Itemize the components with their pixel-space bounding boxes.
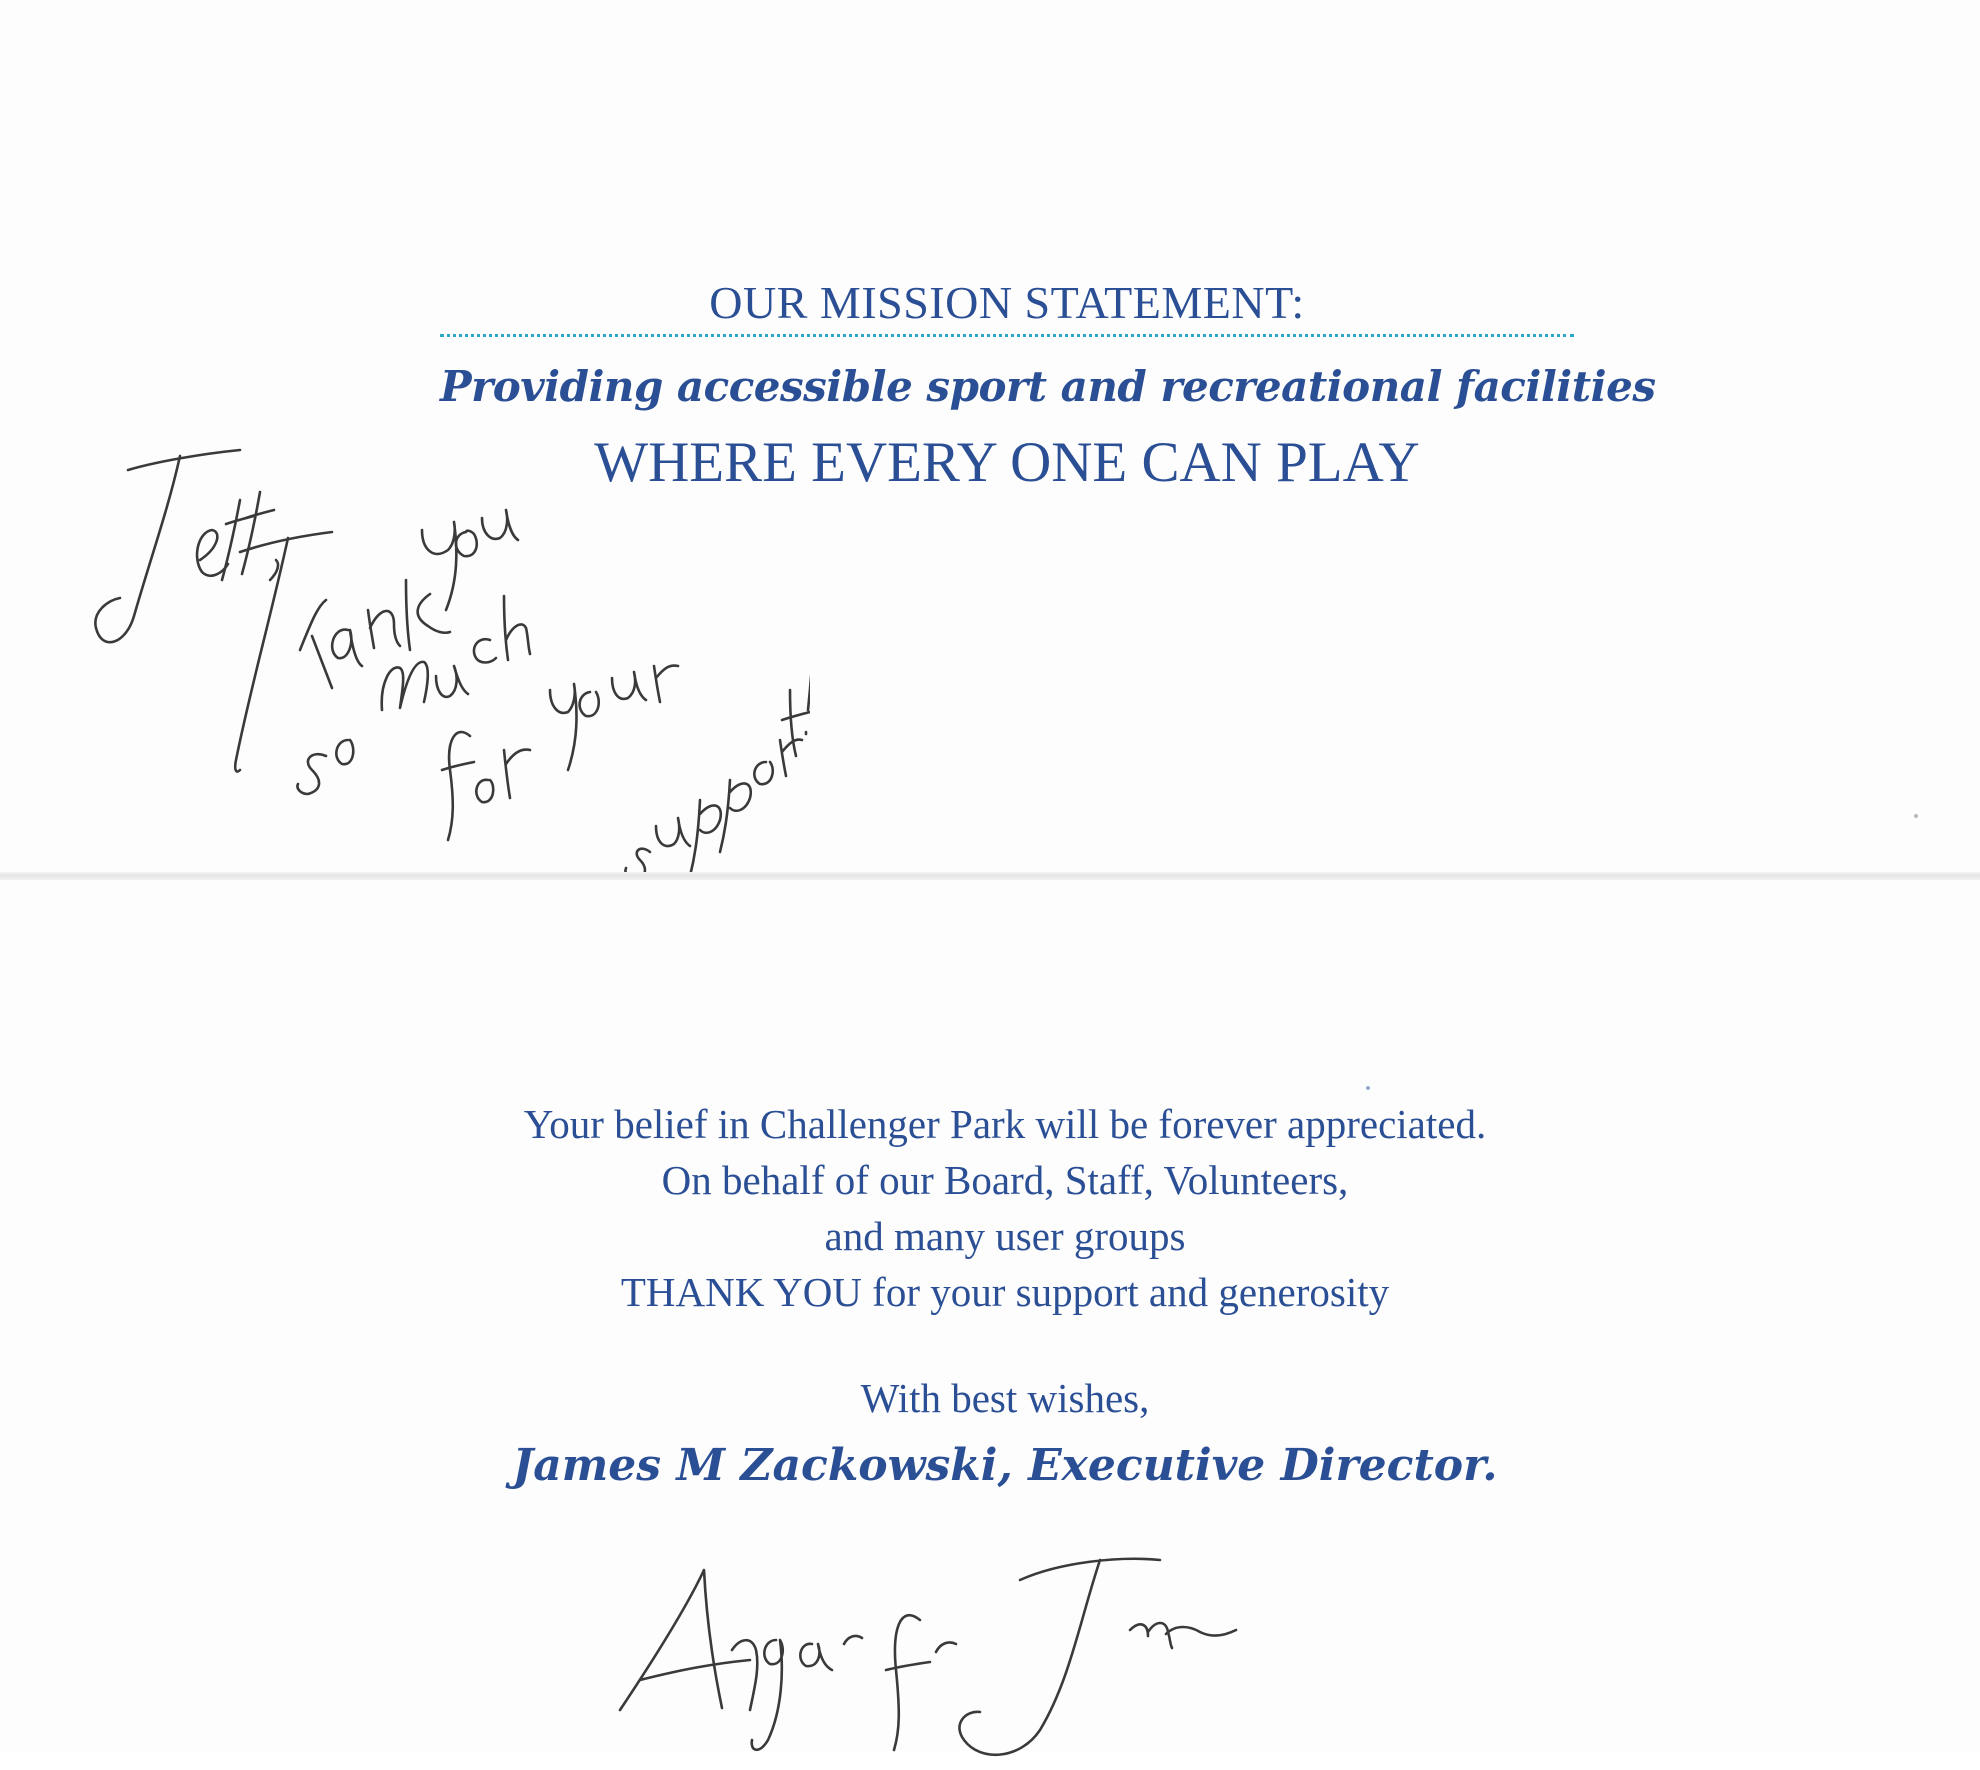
message-line: On behalf of our Board, Staff, Volunteers, xyxy=(661,1157,1349,1203)
dotted-divider xyxy=(440,334,1574,337)
card-fold-crease xyxy=(0,872,1980,880)
mission-tagline: Providing accessible sport and recreational facilities xyxy=(440,362,1656,411)
mission-heading: OUR MISSION STATEMENT: xyxy=(709,277,1305,328)
ink-speck xyxy=(1914,814,1918,818)
message-line: and many user groups xyxy=(824,1213,1186,1259)
handwritten-signature xyxy=(600,1540,1240,1770)
handwritten-note xyxy=(50,440,810,880)
closing-line: With best wishes, xyxy=(860,1375,1150,1421)
message-line: Your belief in Challenger Park will be forever appreciated. xyxy=(523,1101,1487,1147)
signatory-name: James M Zackowski, Executive Director. xyxy=(512,1440,1498,1491)
ink-speck xyxy=(1366,1086,1370,1090)
thank-you-message xyxy=(400,1096,1610,1320)
message-line: THANK YOU for your support and generosity xyxy=(620,1269,1390,1315)
mission-motto: WHERE EVERY ONE CAN PLAY xyxy=(594,431,1420,494)
